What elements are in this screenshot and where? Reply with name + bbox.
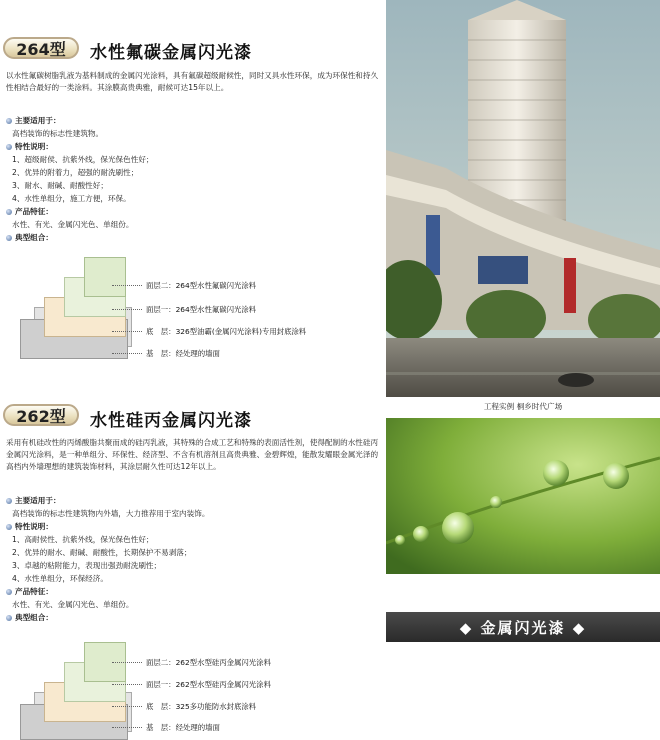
- leader-line: [112, 285, 142, 286]
- feature-item: 4、水性单组分，施工方便，环保。: [12, 194, 131, 203]
- suitable-text: 高档装饰的标志性建筑物。: [12, 129, 104, 138]
- product-title: 水性氟碳金属闪光漆: [90, 43, 252, 63]
- leader-line: [112, 727, 142, 728]
- dewdrop-photo: [386, 418, 660, 574]
- layer-label-coat-one: 面层一：264型水性氟碳闪光涂料: [146, 305, 257, 314]
- leader-line: [112, 309, 142, 310]
- layer-label-coat-two: 面层二：264型水性氟碳闪光涂料: [146, 281, 257, 290]
- layer-diagram: [0, 255, 383, 370]
- product-title: 水性硅丙金属闪光漆: [90, 411, 252, 431]
- feature-item: 3、卓越的粘附能力，表现出强劲耐洗刷性；: [12, 561, 162, 570]
- product-section-264: [0, 0, 383, 385]
- bullet-icon: [6, 498, 12, 504]
- section-header: [0, 392, 383, 442]
- combo-heading: 典型组合：: [6, 231, 379, 244]
- leader-line: [112, 353, 142, 354]
- bullet-icon: [6, 524, 12, 530]
- product-features-heading: 产品特征：: [6, 205, 379, 218]
- product-intro: 以水性氟碳树脂乳液为基料制成的金属闪光涂料，具有氟碳超级耐候性，同时又具水性环保，成为环保性和持久性相结合最好的一类涂料。其涂膜高贵典雅，耐候可达15年以上。: [6, 71, 379, 92]
- bullet-icon: [6, 615, 12, 621]
- building-photo: [386, 0, 660, 397]
- bullet-icon: [6, 589, 12, 595]
- features-heading: 特性说明：: [6, 520, 379, 533]
- bullet-icon: [6, 209, 12, 215]
- model-badge: 262型: [3, 404, 79, 426]
- model-badge: 264型: [3, 37, 79, 59]
- photo-caption: 工程实例 桐乡时代广场: [483, 402, 563, 411]
- section-header: [0, 0, 383, 63]
- layer-label-coat-one: 面层一：262型水型硅丙金属闪光涂料: [146, 680, 271, 689]
- leader-line: [112, 662, 142, 663]
- layer-label-primer: 底 层：326型油霸(金属闪光涂料)专用封底涂料: [146, 327, 307, 336]
- feature-item: 2、优异的耐水、耐碱、耐酸性，长期保护不易剥落；: [12, 548, 192, 557]
- combo-heading: 典型组合：: [6, 611, 379, 624]
- category-banner: ◆ 金属闪光漆 ◆: [386, 612, 660, 642]
- feature-item: 3、耐水、耐碱、耐酸性好；: [12, 181, 108, 190]
- spacer-panel: [386, 574, 660, 612]
- feature-item: 4、水性单组分，环保经济。: [12, 574, 108, 583]
- product-details: [6, 114, 379, 244]
- leader-line: [112, 706, 142, 707]
- leader-line: [112, 331, 142, 332]
- layer-label-base: 基 层：经处理的墙面: [146, 349, 220, 358]
- product-intro: 采用有机硅改性的丙烯酸脂共聚而成的硅丙乳液，其特殊的合成工艺和特殊的表面活性剂，使得配制的水性硅丙金属闪光涂料，是一种单组分、环保性、经济型、不含有机溶剂且高贵典雅、金碧辉煌，能散发耀眼金属光泽的高档内外墙理想的建筑装饰材料，其涂层耐久性可达12年以上。: [6, 438, 379, 471]
- layer-label-base: 基 层：经处理的墙面: [146, 723, 220, 732]
- features-heading: 特性说明：: [6, 140, 379, 153]
- bullet-icon: [6, 118, 12, 124]
- coat-two-block: [84, 257, 126, 297]
- product-features-text: 水性、有光、金属闪光色、单组份。: [12, 600, 134, 609]
- suitable-heading: 主要适用于：: [6, 114, 379, 127]
- layer-label-primer: 底 层：325多功能防水封底涂料: [146, 702, 257, 711]
- layer-diagram: [0, 640, 383, 740]
- leader-line: [112, 684, 142, 685]
- feature-item: 1、高耐侯性、抗紫外线，保光保色性好；: [12, 535, 154, 544]
- product-features-heading: 产品特征：: [6, 585, 379, 598]
- product-details: [6, 494, 379, 624]
- product-section-262: [0, 392, 383, 740]
- bullet-icon: [6, 235, 12, 241]
- feature-item: 2、优异的附着力，超强的耐洗刷性；: [12, 168, 139, 177]
- suitable-heading: 主要适用于：: [6, 494, 379, 507]
- suitable-text: 高档装饰的标志性建筑物内外墙，大力推荐用于室内装饰。: [12, 509, 210, 518]
- layer-label-coat-two: 面层二：262型水型硅丙金属闪光涂料: [146, 658, 271, 667]
- feature-item: 1、超级耐侯、抗紫外线，保光保色性好；: [12, 155, 154, 164]
- product-features-text: 水性、有光、金属闪光色、单组份。: [12, 220, 134, 229]
- bullet-icon: [6, 144, 12, 150]
- bottom-panel: [386, 642, 660, 740]
